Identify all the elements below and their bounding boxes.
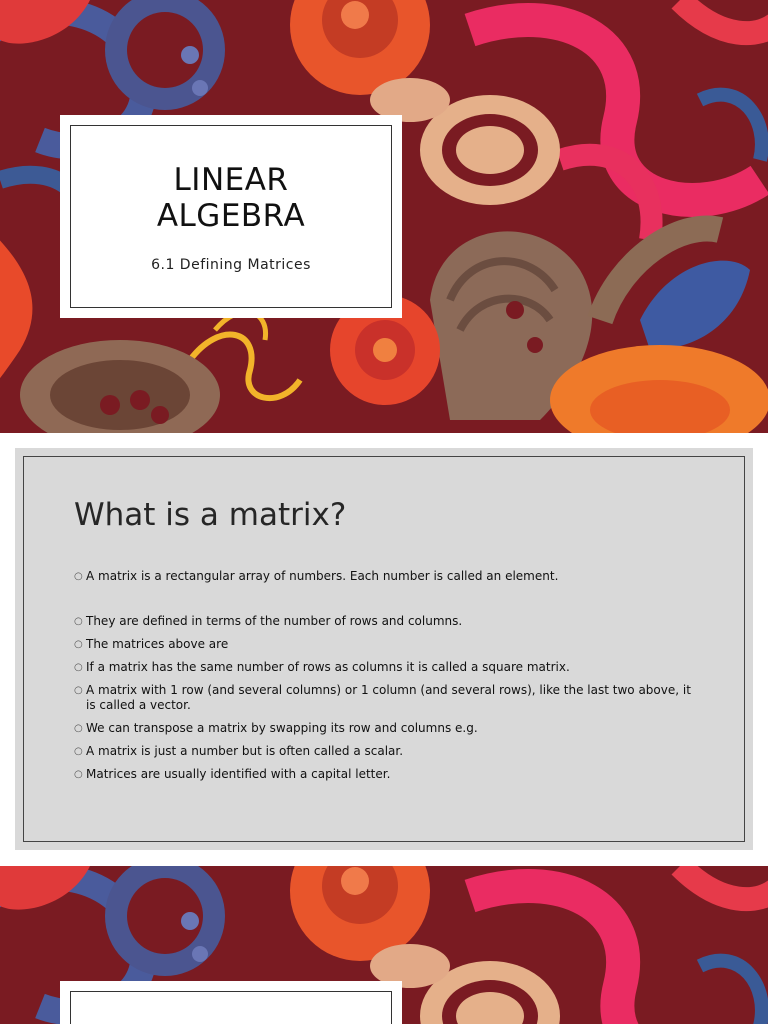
- ring-bullet-icon: ○: [74, 685, 83, 696]
- bullet-text: We can transpose a matrix by swapping its row and columns e.g.: [86, 721, 478, 735]
- ring-bullet-icon: ○: [74, 769, 83, 780]
- title-card: [60, 981, 402, 1024]
- presentation-title: [71, 162, 391, 234]
- bullet-list: [74, 569, 699, 790]
- list-item: [74, 614, 699, 629]
- title-card: [60, 115, 402, 318]
- ring-bullet-icon: ○: [74, 616, 83, 627]
- title-card-frame: [70, 125, 392, 308]
- next-title-slide: [0, 866, 768, 1024]
- list-item: [74, 683, 699, 713]
- bullet-text: A matrix with 1 row (and several columns) or 1 column (and several rows), like the last two above, it is called a vector.: [86, 683, 691, 712]
- list-item: [74, 569, 699, 584]
- ring-bullet-icon: ○: [74, 639, 83, 650]
- slide-heading: What is a matrix?: [74, 497, 347, 533]
- content-slide: [15, 448, 753, 850]
- ring-bullet-icon: ○: [74, 746, 83, 757]
- ring-bullet-icon: ○: [74, 571, 83, 582]
- bullet-text: If a matrix has the same number of rows as columns it is called a square matrix.: [86, 660, 570, 674]
- list-item: [74, 767, 699, 782]
- bullet-text: The matrices above are: [86, 637, 229, 651]
- title-line-2: ALGEBRA: [156, 198, 306, 234]
- ring-bullet-icon: ○: [74, 723, 83, 734]
- title-slide: [0, 0, 768, 433]
- bullet-text: A matrix is a rectangular array of numbers. Each number is called an element.: [86, 569, 559, 583]
- list-item: [74, 637, 699, 652]
- list-item: [74, 660, 699, 675]
- list-item: [74, 721, 699, 736]
- bullet-text: A matrix is just a number but is often called a scalar.: [86, 744, 404, 758]
- title-line-1: LINEAR: [173, 162, 289, 198]
- content-slide-frame: [23, 456, 745, 842]
- presentation-subtitle: 6.1 Defining Matrices: [151, 257, 311, 273]
- bullet-text: Matrices are usually identified with a capital letter.: [86, 767, 391, 781]
- bullet-text: They are defined in terms of the number of rows and columns.: [86, 614, 463, 628]
- title-card-frame: [70, 991, 392, 1024]
- ring-bullet-icon: ○: [74, 662, 83, 673]
- list-item: [74, 744, 699, 759]
